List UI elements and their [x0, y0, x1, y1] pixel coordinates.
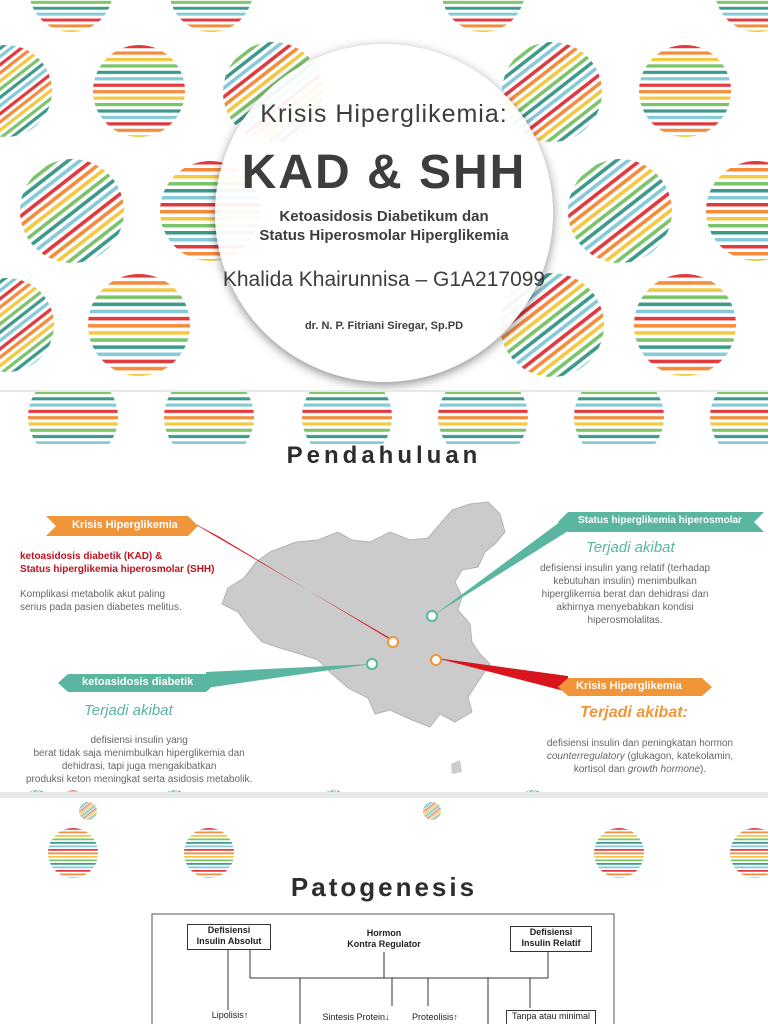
box-defisiensi-relatif: Defisiensi Insulin Relatif	[510, 926, 592, 952]
label-proteolisis: Proteolisis↑	[411, 1012, 458, 1022]
patogenesis-slide	[0, 800, 768, 1024]
pendahuluan-slide	[0, 392, 768, 792]
akibat-bottom-right: Terjadi akibat:	[580, 704, 688, 721]
akibat-bottom-left: Terjadi akibat	[84, 702, 173, 719]
top-right-text: defisiensi insulin yang relatif (terhadap kebutuhan insulin) menimbulkan hiperglikemia berat dan dehidrasi dan akhirnya menyebabkan kondisi hiperosmolalitas.	[540, 563, 711, 626]
br-line-2-rest: (glukagon, katekolamin,	[624, 751, 734, 762]
tag-krisis-hiperglikemia-top: Krisis Hiperglikemia	[72, 519, 178, 531]
label-lipolisis: Lipolisis↑	[211, 1010, 249, 1020]
br-line-3-post: ).	[700, 764, 707, 775]
bottom-left-text: defisiensi insulin yang berat tidak saja menimbulkan hiperglikemia dan dehidrasi, tapi juga mengakibatkan produksi keton meningkat serta asidosis metabolik.	[26, 735, 253, 785]
title-slide	[0, 0, 768, 390]
author: Khalida Khairunnisa – G1A217099	[222, 268, 546, 291]
tag-krisis-hiperglikemia-bottom: Krisis Hiperglikemia	[576, 680, 682, 692]
title-line-1: Krisis Hiperglikemia:	[260, 100, 508, 128]
main-title: KAD & SHH	[241, 146, 527, 199]
akibat-top-right: Terjadi akibat	[586, 539, 675, 556]
patogenesis-graphics	[0, 800, 768, 1024]
bottom-right-text	[520, 737, 760, 776]
patogenesis-heading: Patogenesis	[290, 872, 478, 902]
subtitle	[0, 207, 768, 245]
label-hormon-kontra: Hormon Kontra Regulator	[347, 928, 421, 949]
china-map	[222, 502, 505, 727]
kad-shh-text: ketoasidosis diabetik (KAD) & Status hiperglikemia hiperosmolar (SHH)	[20, 551, 215, 575]
br-italic-2: growth hormone	[627, 764, 701, 775]
label-sintesis-protein: Sintesis Protein↓	[322, 1012, 390, 1022]
box-tanpa-minimal: Tanpa atau minimal	[506, 1010, 596, 1024]
br-line-1: defisiensi insulin dan peningkatan hormon	[546, 738, 734, 749]
pendahuluan-heading: Pendahuluan	[286, 442, 482, 469]
slide-separator-2	[0, 792, 768, 798]
br-line-3-pre: kortisol dan	[573, 764, 628, 775]
komplikasi-text: Komplikasi metabolik akut paling serius pada pasien diabetes melitus.	[20, 589, 182, 613]
box-defisiensi-absolut: Defisiensi Insulin Absolut	[187, 924, 271, 950]
subtitle-line-2: Status Hiperosmolar Hiperglikemia	[259, 227, 509, 244]
br-italic-1: counterregulatory	[546, 751, 625, 762]
subtitle-line-1: Ketoasidosis Diabetikum dan	[279, 208, 489, 225]
br-line-3	[520, 763, 760, 776]
supervisor: dr. N. P. Fitriani Siregar, Sp.PD	[304, 320, 464, 332]
tag-ketoasidosis: ketoasidosis diabetik	[82, 676, 194, 688]
tag-status-hiperglikemia: Status hiperglikemia hiperosmolar	[578, 515, 742, 526]
br-line-2	[520, 750, 760, 763]
